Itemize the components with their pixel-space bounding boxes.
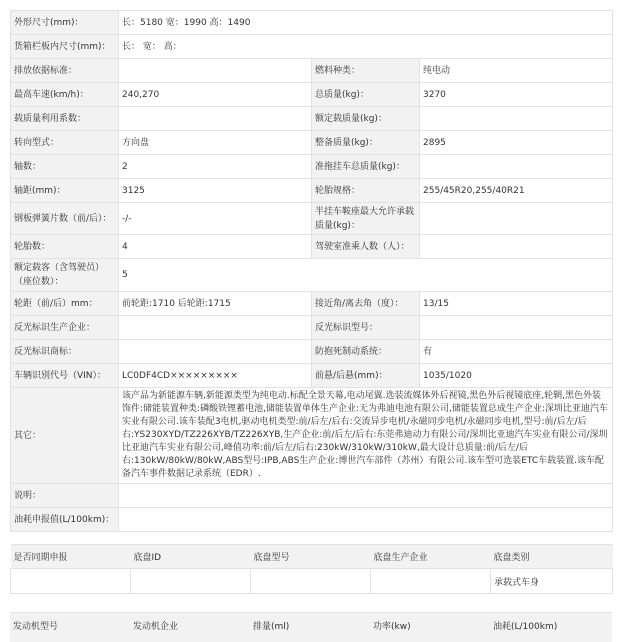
dims-label: 外形尺寸(mm)：	[11, 11, 119, 35]
saddle-load-value	[420, 203, 613, 235]
steering-value: 方向盘	[119, 131, 312, 155]
engine-header-fuel: 油耗(L/100km)	[490, 613, 612, 642]
approach-angle-value: 13/15	[420, 292, 613, 316]
dims-value: 长：5180 宽：1990 高：1490	[119, 11, 613, 35]
rated-load-value	[420, 107, 613, 131]
abs-label: 防抱死制动系统：	[312, 340, 420, 364]
approach-angle-label: 接近角/离去角（度）：	[312, 292, 420, 316]
fuel-type-label: 燃料种类：	[312, 59, 420, 83]
chassis-header-model: 底盘型号	[251, 545, 371, 569]
engine-header-row	[10, 613, 612, 642]
cargo-dims-value: 长： 宽： 高：	[119, 35, 613, 59]
axles-label: 轴数：	[11, 155, 119, 179]
reflector-brand-value	[119, 340, 312, 364]
chassis-cell-model	[251, 569, 371, 594]
max-speed-value: 240,270	[119, 83, 312, 107]
tire-count-label: 轮胎数：	[11, 235, 119, 259]
fuel-consumption-value	[119, 508, 613, 532]
spring-leaves-value: -/-	[119, 203, 312, 235]
axles-value: 2	[119, 155, 312, 179]
engine-table	[10, 612, 612, 642]
track-value: 前轮距:1710 后轮距:1715	[119, 292, 312, 316]
chassis-header-maker: 底盘生产企业	[371, 545, 491, 569]
reflector-brand-label: 反光标识商标：	[11, 340, 119, 364]
chassis-table	[10, 544, 613, 594]
trailer-mass-value	[420, 155, 613, 179]
track-label: 轮距（前/后）mm：	[11, 292, 119, 316]
reflector-maker-value	[119, 316, 312, 340]
chassis-cell-id	[131, 569, 251, 594]
curb-mass-value: 2895	[420, 131, 613, 155]
engine-header-maker: 发动机企业	[130, 613, 250, 642]
vin-value: LC0DF4CD×××××××××	[119, 364, 312, 388]
engine-header-power: 功率(kw)	[370, 613, 490, 642]
chassis-header-concurrent: 是否同期申报	[11, 545, 131, 569]
passengers-label: 额定载客（含驾驶员）（座位数）：	[11, 259, 119, 292]
tire-spec-label: 轮胎规格：	[312, 179, 420, 203]
wheelbase-value: 3125	[119, 179, 312, 203]
other-label: 其它：	[11, 388, 119, 484]
chassis-header-category: 底盘类别	[491, 545, 613, 569]
note-label: 说明：	[11, 484, 119, 508]
cab-seats-value	[420, 235, 613, 259]
passengers-value: 5	[119, 259, 613, 292]
steering-label: 转向型式：	[11, 131, 119, 155]
chassis-cell-category: 承载式车身	[491, 569, 613, 594]
reflector-model-value	[420, 316, 613, 340]
chassis-header-row	[11, 545, 613, 569]
saddle-load-label: 半挂车鞍座最大允许承载质量(kg)：	[312, 203, 420, 235]
gross-mass-label: 总质量(kg)：	[312, 83, 420, 107]
cab-seats-label: 驾驶室准乘人数（人）：	[312, 235, 420, 259]
reflector-maker-label: 反光标识生产企业：	[11, 316, 119, 340]
spec-table	[10, 10, 613, 532]
vin-label: 车辆识别代号（VIN）：	[11, 364, 119, 388]
reflector-model-label: 反光标识型号：	[312, 316, 420, 340]
chassis-cell-concurrent	[11, 569, 131, 594]
engine-header-displacement: 排量(ml)	[250, 613, 370, 642]
overhang-label: 前悬/后悬(mm)：	[312, 364, 420, 388]
tire-count-value: 4	[119, 235, 312, 259]
emission-standard-label: 排放依据标准：	[11, 59, 119, 83]
tire-spec-value: 255/45R20,255/40R21	[420, 179, 613, 203]
fuel-type-value: 纯电动	[420, 59, 613, 83]
chassis-header-id: 底盘ID	[131, 545, 251, 569]
rated-load-label: 额定载质量(kg)：	[312, 107, 420, 131]
trailer-mass-label: 准拖挂车总质量(kg)：	[312, 155, 420, 179]
chassis-cell-maker	[371, 569, 491, 594]
engine-header-model: 发动机型号	[10, 613, 130, 642]
curb-mass-label: 整备质量(kg)：	[312, 131, 420, 155]
fuel-consumption-label: 油耗申报值(L/100km)：	[11, 508, 119, 532]
gross-mass-value: 3270	[420, 83, 613, 107]
overhang-value: 1035/1020	[420, 364, 613, 388]
other-value: 该产品为新能源车辆,新能源类型为纯电动.标配全景天幕,电动尾翼.选装流媒体外后视镜,黑色外后视镜底座,轮辋,黑色外装饰件:储能装置种类:磷酸铁锂蓄电池,储能装置单体生产企业:无为弗迪电池有限公司,储能装置总成生产企业:深圳比亚迪汽车实业有限公司.该车装配3电机,驱动电机类型:前/后左/后右:交流异步电机/永磁同步电机/永磁同步电机,型号:前/后左/后右:YS230XYD/TZ226XYB/TZ226XYB,生产企业:前/后左/后右:东莞弗迪动力有限公司/深圳比亚迪汽车实业有限公司/深圳比亚迪汽车实业有限公司,峰值功率:前/后左/后右:230kW/310kW/310kW,最大设计总质量:前/后左/后右:130kW/80kW/80kW,ABS型号:IPB,ABS生产企业:博世汽车部件（苏州）有限公司.该车型可选装ETC车载装置.该车配备汽车事件数据记录系统（EDR）.	[119, 388, 613, 484]
spring-leaves-label: 钢板弹簧片数（前/后）：	[11, 203, 119, 235]
note-value	[119, 484, 613, 508]
emission-standard-value	[119, 59, 312, 83]
abs-value: 有	[420, 340, 613, 364]
table-row	[11, 569, 613, 594]
load-factor-label: 载质量利用系数：	[11, 107, 119, 131]
load-factor-value	[119, 107, 312, 131]
cargo-dims-label: 货箱栏板内尺寸(mm)：	[11, 35, 119, 59]
wheelbase-label: 轴距(mm)：	[11, 179, 119, 203]
max-speed-label: 最高车速(km/h)：	[11, 83, 119, 107]
